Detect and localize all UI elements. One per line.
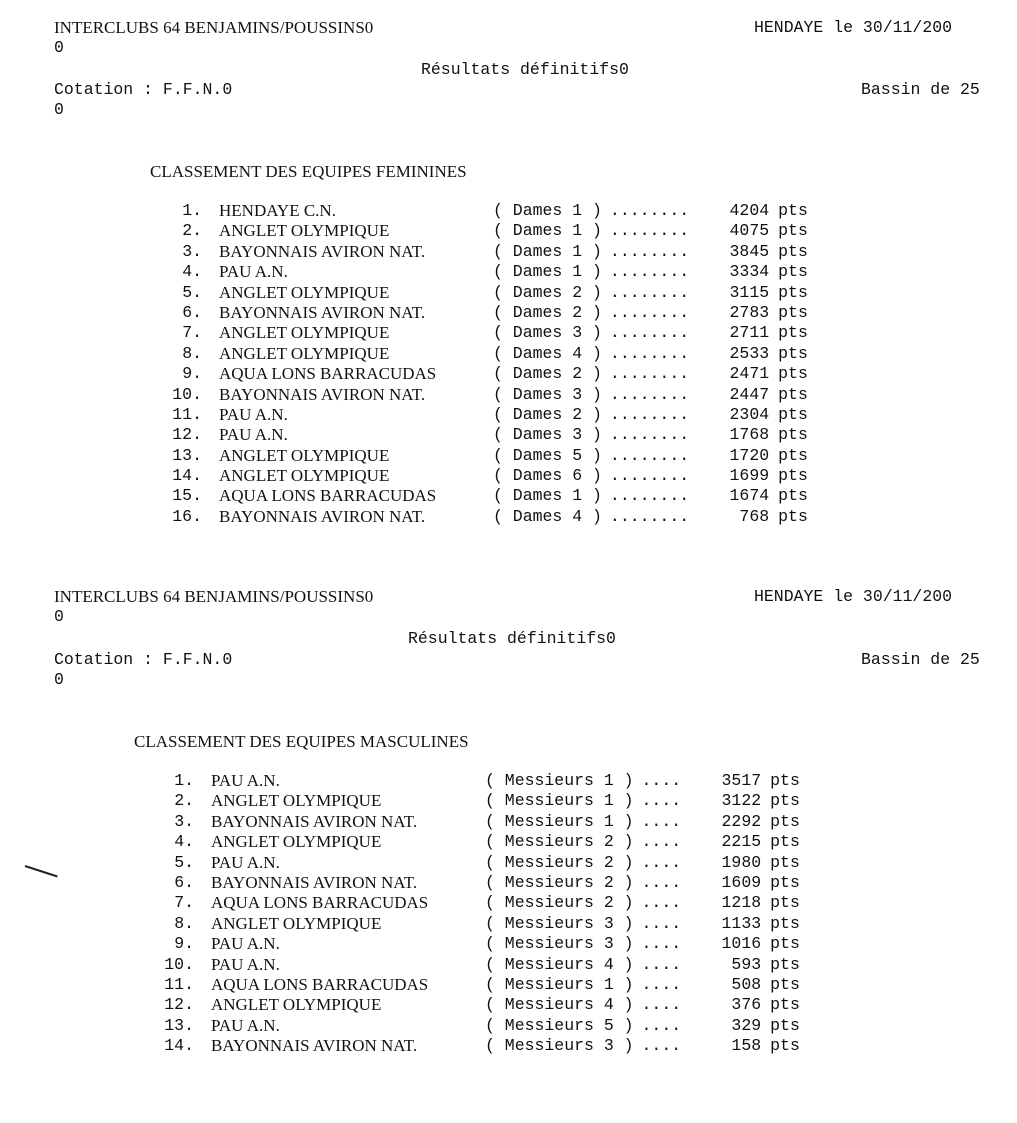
- rank-cell: 1.: [182, 201, 202, 220]
- club-name: ANGLET OLYMPIQUE: [219, 466, 390, 486]
- points-unit: pts: [770, 852, 800, 872]
- leader-dots: ....: [641, 811, 682, 831]
- points-value: 2471: [729, 364, 770, 384]
- gap-cell: [202, 507, 219, 527]
- table-row: [164, 405, 808, 425]
- club-name: PAU A.N.: [219, 262, 288, 282]
- points-unit: pts: [778, 384, 808, 404]
- club-name: BAYONNAIS AVIRON NAT.: [219, 302, 426, 322]
- table-row: [156, 893, 800, 913]
- rank-cell: 1.: [174, 771, 194, 790]
- points-value: 1674: [729, 486, 770, 506]
- points-value: 508: [731, 974, 762, 994]
- points-unit: pts: [778, 201, 808, 220]
- rank-cell: 14.: [172, 466, 202, 486]
- team-category: ( Messieurs 4 ): [485, 954, 634, 974]
- leader-dots: ....: [641, 995, 682, 1015]
- points-unit: pts: [778, 262, 808, 282]
- points-unit: pts: [770, 791, 800, 811]
- points-unit: pts: [778, 466, 808, 486]
- leader-dots: ........: [609, 241, 690, 261]
- gap-cell: [194, 771, 211, 791]
- results-heading: Résultats définitifs0: [408, 629, 616, 648]
- table-row: [164, 385, 808, 405]
- points-value: 1609: [721, 872, 762, 892]
- gap-cell: [202, 466, 219, 486]
- points-unit: pts: [778, 323, 808, 343]
- team-category: ( Messieurs 3 ): [485, 934, 634, 954]
- points-value: 2783: [729, 302, 770, 322]
- team-category: ( Dames 1 ): [493, 262, 602, 282]
- table-row: [164, 364, 808, 384]
- rating-line: Cotation : F.F.N.0: [54, 80, 233, 99]
- rank-cell: 7.: [182, 323, 202, 343]
- team-category: ( Messieurs 3 ): [485, 1036, 634, 1056]
- points-unit: pts: [778, 282, 808, 302]
- club-name: AQUA LONS BARRACUDAS: [211, 974, 429, 994]
- points-unit: pts: [778, 221, 808, 241]
- leader-dots: ........: [609, 466, 690, 486]
- points-value: 2292: [721, 811, 762, 831]
- points-unit: pts: [770, 954, 800, 974]
- club-name: AQUA LONS BARRACUDAS: [219, 486, 437, 506]
- points-unit: pts: [770, 872, 800, 892]
- gap-cell: [202, 385, 219, 405]
- gap-cell: [194, 812, 211, 832]
- leader-dots: ....: [641, 872, 682, 892]
- team-category: ( Messieurs 3 ): [485, 913, 634, 933]
- table-row: [156, 955, 800, 975]
- rank-cell: 10.: [164, 954, 194, 974]
- table-row: [156, 791, 800, 811]
- rank-cell: 9.: [182, 364, 202, 384]
- club-name: ANGLET OLYMPIQUE: [211, 832, 382, 852]
- team-category: ( Dames 6 ): [493, 466, 602, 486]
- team-category: ( Dames 1 ): [493, 486, 602, 506]
- rank-cell: 13.: [164, 1015, 194, 1035]
- points-unit: pts: [778, 506, 808, 526]
- ranking-table-feminines: [164, 201, 808, 527]
- leader-dots: ........: [609, 425, 690, 445]
- club-name: AQUA LONS BARRACUDAS: [219, 364, 437, 384]
- club-name: AQUA LONS BARRACUDAS: [211, 893, 429, 913]
- rank-cell: 14.: [164, 1036, 194, 1056]
- club-name: BAYONNAIS AVIRON NAT.: [211, 811, 418, 831]
- gap-cell: [194, 1036, 211, 1056]
- team-category: ( Messieurs 1 ): [485, 791, 634, 811]
- table-row: [164, 242, 808, 262]
- club-name: PAU A.N.: [219, 425, 288, 445]
- team-category: ( Messieurs 2 ): [485, 852, 634, 872]
- points-value: 1133: [721, 913, 762, 933]
- gap-cell: [194, 873, 211, 893]
- leader-dots: ....: [641, 1015, 682, 1035]
- team-category: ( Dames 4 ): [493, 506, 602, 526]
- rank-cell: 6.: [182, 302, 202, 322]
- location-date: HENDAYE le 30/11/200: [754, 18, 953, 37]
- rank-cell: 3.: [182, 241, 202, 261]
- rank-cell: 5.: [182, 282, 202, 302]
- points-unit: pts: [770, 1015, 800, 1035]
- points-unit: pts: [770, 832, 800, 852]
- points-value: 1720: [729, 445, 770, 465]
- team-category: ( Messieurs 1 ): [485, 811, 634, 831]
- points-value: 158: [731, 1036, 762, 1056]
- table-row: [164, 262, 808, 282]
- rank-cell: 3.: [174, 811, 194, 831]
- pool-size: Bassin de 25: [861, 650, 980, 669]
- gap-cell: [194, 1016, 211, 1036]
- leader-dots: ....: [641, 974, 682, 994]
- leader-dots: ........: [609, 323, 690, 343]
- gap-cell: [194, 893, 211, 913]
- stray-zero: 0: [54, 38, 64, 57]
- club-name: PAU A.N.: [211, 954, 280, 974]
- team-category: ( Dames 4 ): [493, 343, 602, 363]
- club-name: ANGLET OLYMPIQUE: [211, 913, 382, 933]
- rank-cell: 15.: [172, 486, 202, 506]
- rank-cell: 7.: [174, 893, 194, 913]
- table-row: [164, 221, 808, 241]
- table-row: [156, 914, 800, 934]
- gap-cell: [202, 486, 219, 506]
- leader-dots: ........: [609, 445, 690, 465]
- rating-line: Cotation : F.F.N.0: [54, 650, 233, 669]
- club-name: BAYONNAIS AVIRON NAT.: [211, 872, 418, 892]
- points-value: 1980: [721, 852, 762, 872]
- gap-cell: [202, 364, 219, 384]
- table-row: [164, 303, 808, 323]
- points-value: 2447: [729, 384, 770, 404]
- club-name: PAU A.N.: [211, 1015, 280, 1035]
- gap-cell: [194, 995, 211, 1015]
- gap-cell: [202, 201, 219, 221]
- points-value: 4204: [729, 201, 770, 220]
- points-value: 3845: [729, 241, 770, 261]
- points-value: 1218: [721, 893, 762, 913]
- gap-cell: [202, 242, 219, 262]
- club-name: BAYONNAIS AVIRON NAT.: [219, 384, 426, 404]
- rank-cell: 4.: [174, 832, 194, 852]
- team-category: ( Messieurs 2 ): [485, 893, 634, 913]
- team-category: ( Messieurs 5 ): [485, 1015, 634, 1035]
- points-value: 2215: [721, 832, 762, 852]
- rank-cell: 11.: [164, 974, 194, 994]
- table-row: [164, 486, 808, 506]
- team-category: ( Dames 1 ): [493, 221, 602, 241]
- leader-dots: ........: [609, 486, 690, 506]
- club-name: PAU A.N.: [211, 771, 280, 790]
- leader-dots: ....: [641, 913, 682, 933]
- location-date: HENDAYE le 30/11/200: [754, 587, 953, 606]
- team-category: ( Dames 3 ): [493, 323, 602, 343]
- pool-size: Bassin de 25: [861, 80, 980, 99]
- leader-dots: ........: [609, 282, 690, 302]
- rank-cell: 9.: [174, 934, 194, 954]
- team-category: ( Dames 3 ): [493, 384, 602, 404]
- gap-cell: [194, 853, 211, 873]
- stray-pen-mark: [25, 865, 58, 877]
- team-category: ( Dames 2 ): [493, 404, 602, 424]
- team-category: ( Dames 1 ): [493, 201, 602, 220]
- table-row: [164, 323, 808, 343]
- gap-cell: [194, 955, 211, 975]
- leader-dots: ........: [609, 404, 690, 424]
- club-name: HENDAYE C.N.: [219, 201, 336, 220]
- points-unit: pts: [770, 913, 800, 933]
- points-unit: pts: [770, 893, 800, 913]
- rank-cell: 4.: [182, 262, 202, 282]
- table-row: [156, 812, 800, 832]
- points-value: 2304: [729, 404, 770, 424]
- points-unit: pts: [770, 995, 800, 1015]
- rank-cell: 8.: [174, 913, 194, 933]
- points-unit: pts: [770, 1036, 800, 1056]
- points-value: 4075: [729, 221, 770, 241]
- gap-cell: [202, 283, 219, 303]
- leader-dots: ....: [641, 791, 682, 811]
- event-title: INTERCLUBS 64 BENJAMINS/POUSSINS0: [54, 18, 374, 37]
- stray-zero: 0: [54, 100, 64, 119]
- points-unit: pts: [778, 364, 808, 384]
- points-value: 1699: [729, 466, 770, 486]
- stray-zero: 0: [54, 670, 64, 689]
- leader-dots: ....: [641, 954, 682, 974]
- stray-zero: 0: [54, 607, 64, 626]
- gap-cell: [202, 446, 219, 466]
- leader-dots: ....: [641, 852, 682, 872]
- gap-cell: [194, 934, 211, 954]
- points-unit: pts: [770, 811, 800, 831]
- team-category: ( Dames 5 ): [493, 445, 602, 465]
- team-category: ( Dames 3 ): [493, 425, 602, 445]
- points-value: 3334: [729, 262, 770, 282]
- points-value: 1768: [729, 425, 770, 445]
- team-category: ( Dames 2 ): [493, 364, 602, 384]
- points-unit: pts: [778, 486, 808, 506]
- club-name: ANGLET OLYMPIQUE: [219, 445, 390, 465]
- rank-cell: 10.: [172, 384, 202, 404]
- leader-dots: ....: [641, 893, 682, 913]
- team-category: ( Messieurs 2 ): [485, 832, 634, 852]
- table-row: [156, 771, 800, 791]
- points-value: 3115: [729, 282, 770, 302]
- results-heading: Résultats définitifs0: [421, 60, 629, 79]
- gap-cell: [194, 975, 211, 995]
- leader-dots: ....: [641, 1036, 682, 1056]
- table-row: [156, 1016, 800, 1036]
- gap-cell: [202, 425, 219, 445]
- table-row: [164, 344, 808, 364]
- leader-dots: ........: [609, 201, 690, 220]
- rank-cell: 8.: [182, 343, 202, 363]
- table-row: [164, 201, 808, 221]
- rank-cell: 11.: [172, 404, 202, 424]
- table-row: [156, 975, 800, 995]
- points-value: 768: [739, 506, 770, 526]
- gap-cell: [202, 221, 219, 241]
- leader-dots: ........: [609, 384, 690, 404]
- club-name: BAYONNAIS AVIRON NAT.: [211, 1036, 418, 1056]
- club-name: BAYONNAIS AVIRON NAT.: [219, 241, 426, 261]
- table-row: [156, 873, 800, 893]
- leader-dots: ........: [609, 302, 690, 322]
- team-category: ( Dames 2 ): [493, 302, 602, 322]
- leader-dots: ........: [609, 343, 690, 363]
- points-unit: pts: [778, 241, 808, 261]
- rank-cell: 6.: [174, 872, 194, 892]
- rank-cell: 12.: [172, 425, 202, 445]
- points-value: 1016: [721, 934, 762, 954]
- ranking-title: CLASSEMENT DES EQUIPES FEMININES: [150, 162, 467, 181]
- table-row: [164, 446, 808, 466]
- leader-dots: ....: [641, 771, 682, 790]
- team-category: ( Messieurs 1 ): [485, 771, 634, 790]
- table-row: [164, 507, 808, 527]
- club-name: ANGLET OLYMPIQUE: [211, 995, 382, 1015]
- ranking-title: CLASSEMENT DES EQUIPES MASCULINES: [134, 732, 469, 751]
- team-category: ( Messieurs 4 ): [485, 995, 634, 1015]
- points-unit: pts: [770, 974, 800, 994]
- gap-cell: [202, 405, 219, 425]
- rank-cell: 2.: [182, 221, 202, 241]
- club-name: ANGLET OLYMPIQUE: [219, 323, 390, 343]
- points-unit: pts: [778, 302, 808, 322]
- leader-dots: ....: [641, 832, 682, 852]
- gap-cell: [194, 914, 211, 934]
- points-unit: pts: [778, 445, 808, 465]
- gap-cell: [202, 303, 219, 323]
- table-row: [164, 283, 808, 303]
- points-value: 593: [731, 954, 762, 974]
- club-name: PAU A.N.: [211, 934, 280, 954]
- club-name: ANGLET OLYMPIQUE: [219, 221, 390, 241]
- points-unit: pts: [770, 771, 800, 790]
- leader-dots: ........: [609, 221, 690, 241]
- club-name: ANGLET OLYMPIQUE: [219, 343, 390, 363]
- rank-cell: 12.: [164, 995, 194, 1015]
- gap-cell: [202, 262, 219, 282]
- rank-cell: 16.: [172, 506, 202, 526]
- gap-cell: [202, 323, 219, 343]
- event-title: INTERCLUBS 64 BENJAMINS/POUSSINS0: [54, 587, 374, 606]
- rank-cell: 13.: [172, 445, 202, 465]
- team-category: ( Dames 1 ): [493, 241, 602, 261]
- team-category: ( Dames 2 ): [493, 282, 602, 302]
- points-value: 3122: [721, 791, 762, 811]
- ranking-table-masculines: [156, 771, 800, 1056]
- points-unit: pts: [778, 425, 808, 445]
- team-category: ( Messieurs 1 ): [485, 974, 634, 994]
- points-unit: pts: [778, 404, 808, 424]
- leader-dots: ........: [609, 506, 690, 526]
- points-value: 376: [731, 995, 762, 1015]
- points-unit: pts: [778, 343, 808, 363]
- table-row: [156, 995, 800, 1015]
- points-value: 3517: [721, 771, 762, 790]
- gap-cell: [194, 832, 211, 852]
- club-name: PAU A.N.: [219, 404, 288, 424]
- table-row: [156, 853, 800, 873]
- team-category: ( Messieurs 2 ): [485, 872, 634, 892]
- points-unit: pts: [770, 934, 800, 954]
- table-row: [156, 832, 800, 852]
- points-value: 2711: [729, 323, 770, 343]
- table-row: [156, 934, 800, 954]
- table-row: [164, 425, 808, 445]
- gap-cell: [194, 791, 211, 811]
- table-row: [156, 1036, 800, 1056]
- leader-dots: ........: [609, 364, 690, 384]
- club-name: ANGLET OLYMPIQUE: [219, 282, 390, 302]
- club-name: PAU A.N.: [211, 852, 280, 872]
- leader-dots: ....: [641, 934, 682, 954]
- table-row: [164, 466, 808, 486]
- points-value: 329: [731, 1015, 762, 1035]
- points-value: 2533: [729, 343, 770, 363]
- gap-cell: [202, 344, 219, 364]
- rank-cell: 2.: [174, 791, 194, 811]
- club-name: BAYONNAIS AVIRON NAT.: [219, 506, 426, 526]
- leader-dots: ........: [609, 262, 690, 282]
- rank-cell: 5.: [174, 852, 194, 872]
- club-name: ANGLET OLYMPIQUE: [211, 791, 382, 811]
